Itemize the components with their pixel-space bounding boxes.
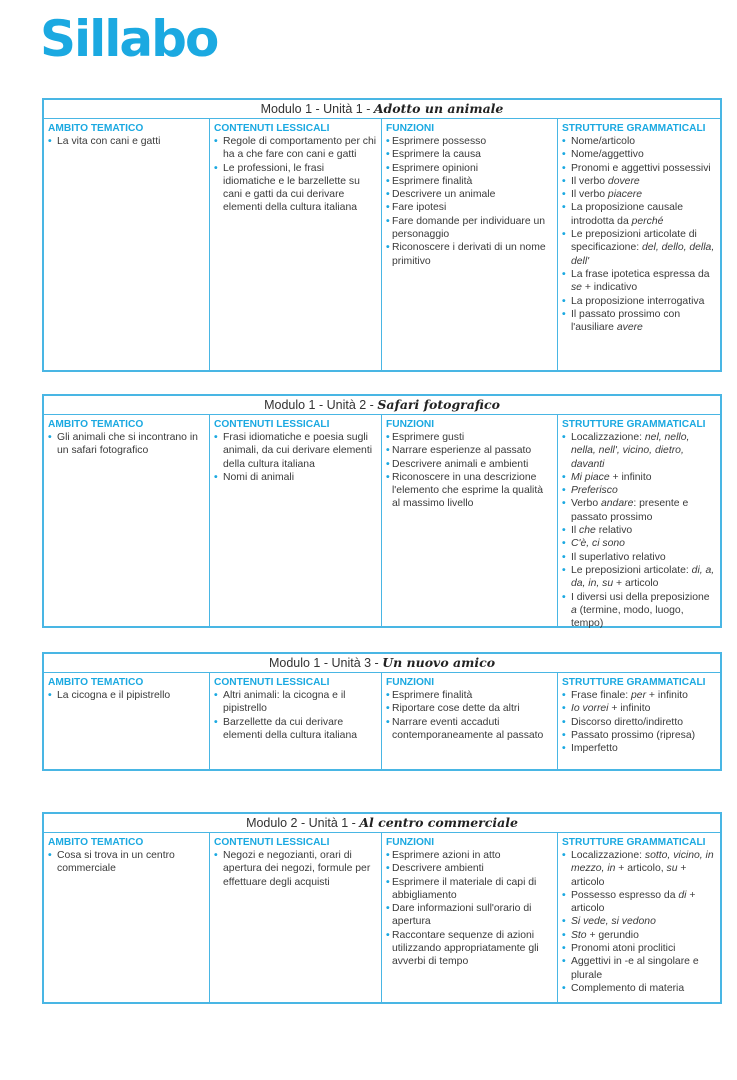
- unit-table: [42, 652, 722, 771]
- unit-name: Al centro commerciale: [359, 815, 518, 830]
- column-strutture: [558, 119, 720, 371]
- italic-term: a: [570, 604, 577, 616]
- list-item: • Esprimere opinioni: [386, 162, 554, 175]
- text-part: + infinito: [609, 471, 652, 483]
- italic-term: C'è, ci sono: [570, 538, 625, 550]
- unit-table: [42, 812, 722, 1004]
- text-part: Nome/aggettivo: [570, 149, 644, 161]
- column-contenuti: [210, 673, 382, 770]
- list-item: • Fare domande per individuare un personaggio: [386, 215, 554, 242]
- list-item: [562, 849, 717, 889]
- list-item: • Cosa si trova in un centro commerciale: [48, 849, 206, 876]
- list-item: • Le professioni, le frasi idiomatiche e le barzellette su cani e gatti da cui derivare elementi della cultura italiana: [214, 162, 378, 215]
- list-item: [562, 148, 717, 161]
- column-title-ambito: AMBITO TEMATICO: [48, 123, 144, 134]
- list-item: • Barzellette da cui derivare elementi della cultura italiana: [214, 716, 378, 743]
- text-part: I diversi usi della preposizione: [570, 591, 710, 603]
- list-item: [562, 591, 717, 631]
- column-list-funzioni: [386, 431, 554, 511]
- list-item: [562, 484, 717, 497]
- italic-term: per: [631, 690, 647, 701]
- list-item: [562, 982, 717, 995]
- list-item: • Esprimere gusti: [386, 431, 554, 444]
- text-part: Localizzazione:: [570, 432, 645, 443]
- text-part: Pronomi e aggettivi possessivi: [570, 162, 711, 174]
- unit-label: Modulo 1 - Unità 1 -: [260, 102, 374, 116]
- text-part: Verbo: [570, 498, 601, 510]
- list-item: • La cicogna e il pipistrello: [48, 689, 206, 702]
- column-contenuti: [210, 415, 382, 627]
- text-part: Pronomi atoni proclitici: [570, 943, 676, 955]
- column-title-strutture: STRUTTURE GRAMMATICALI: [561, 419, 706, 430]
- list-item: • Riportare cose dette da altri: [386, 702, 554, 715]
- page-title: Sillabo: [40, 10, 218, 68]
- list-item: • Esprimere finalità: [386, 175, 554, 188]
- list-item: • Esprimere il materiale di capi di abbigliamento: [386, 876, 554, 903]
- list-item: • Esprimere finalità: [386, 689, 554, 702]
- text-part: La proposizione causale introdotta da: [570, 202, 684, 227]
- text-part: (termine, modo, luogo, tempo): [570, 604, 684, 630]
- list-item: • Esprimere la causa: [386, 148, 554, 161]
- text-part: Complemento di materia: [570, 982, 685, 994]
- text-part: + articolo: [613, 578, 659, 590]
- column-ambito: [44, 415, 210, 627]
- list-item: [562, 431, 717, 471]
- list-item: • Dare informazioni sull'orario di apertura: [386, 902, 554, 929]
- italic-term: Mi piace: [570, 471, 610, 483]
- column-list-strutture: [562, 689, 717, 755]
- text-part: Imperfetto: [570, 743, 618, 755]
- list-item: [562, 201, 717, 228]
- unit-label: Modulo 1 - Unità 3 -: [268, 656, 383, 670]
- italic-term: su: [666, 863, 678, 875]
- column-list-ambito: [48, 135, 206, 148]
- list-item: • La vita con cani e gatti: [48, 135, 206, 148]
- list-item: • Raccontare sequenze di azioni utilizzando appropriatamente gli avverbi di tempo: [386, 929, 554, 969]
- column-list-contenuti: [214, 431, 378, 484]
- italic-term: se: [570, 282, 582, 294]
- text-part: Frase finale:: [570, 690, 632, 701]
- list-item: [562, 729, 717, 742]
- list-item: • Descrivere animali e ambienti: [386, 458, 554, 471]
- list-item: [562, 175, 717, 188]
- unit-header: [44, 814, 720, 833]
- list-item: • Negozi e negozianti, orari di apertura dei negozi, formule per effettuare degli acquisti: [214, 849, 378, 889]
- list-item: [562, 524, 717, 537]
- unit-header: [44, 396, 720, 415]
- text-part: Il verbo: [570, 175, 608, 187]
- italic-term: Preferisco: [570, 485, 618, 497]
- text-part: Il superlativo relativo: [570, 551, 666, 563]
- list-item: [562, 537, 717, 550]
- unit-name: Adotto un animale: [373, 101, 504, 116]
- list-item: [562, 162, 717, 175]
- list-item: [562, 742, 717, 755]
- text-part: Il: [570, 525, 580, 537]
- list-item: [562, 915, 717, 928]
- column-funzioni: [382, 415, 558, 627]
- italic-term: perché: [631, 215, 664, 227]
- italic-term: sotto, vicino, in mezzo, in: [570, 850, 714, 875]
- italic-term: avere: [616, 322, 643, 334]
- column-list-funzioni: [386, 135, 554, 268]
- text-part: La frase ipotetica espressa da: [570, 268, 710, 280]
- unit-columns: [44, 415, 720, 630]
- text-part: : presente e passato prossimo: [570, 498, 689, 523]
- list-item: • Esprimere azioni in atto: [386, 849, 554, 862]
- column-contenuti: [210, 833, 382, 1003]
- text-part: Aggettivi in -e al singolare e plurale: [570, 956, 699, 981]
- list-item: • Gli animali che si incontrano in un safari fotografico: [48, 431, 206, 458]
- column-title-funzioni: FUNZIONI: [386, 123, 435, 134]
- text-part: Nome/articolo: [570, 136, 636, 147]
- text-part: Discorso diretto/indiretto: [570, 716, 683, 728]
- column-title-ambito: AMBITO TEMATICO: [48, 677, 144, 688]
- column-title-funzioni: FUNZIONI: [386, 837, 435, 848]
- list-item: • Regole di comportamento per chi ha a che fare con cani e gatti: [214, 135, 378, 162]
- list-item: • Frasi idiomatiche e poesia sugli animali, da cui derivare elementi della cultura italiana: [214, 431, 378, 471]
- unit-columns: [44, 673, 720, 770]
- list-item: [562, 135, 717, 148]
- column-contenuti: [210, 119, 382, 371]
- italic-term: Io vorrei: [570, 703, 609, 715]
- unit-label: Modulo 2 - Unità 1 -: [246, 816, 360, 830]
- column-list-strutture: [562, 431, 717, 630]
- text-part: Passato prossimo (ripresa): [570, 729, 696, 741]
- text-part: relativo: [595, 525, 633, 537]
- column-list-ambito: [48, 431, 206, 458]
- italic-term: Si vede, si vedono: [570, 916, 656, 928]
- text-part: Localizzazione:: [570, 850, 645, 861]
- list-item: [562, 689, 717, 702]
- list-item: [562, 188, 717, 201]
- text-part: Il verbo: [570, 189, 608, 201]
- list-item: [562, 268, 717, 295]
- column-list-contenuti: [214, 849, 378, 889]
- list-item: [562, 889, 717, 916]
- list-item: [562, 955, 717, 982]
- column-title-ambito: AMBITO TEMATICO: [48, 419, 144, 430]
- list-item: [562, 228, 717, 268]
- column-title-strutture: STRUTTURE GRAMMATICALI: [561, 837, 706, 848]
- column-list-ambito: [48, 689, 206, 702]
- unit-columns: [44, 119, 720, 371]
- list-item: [562, 471, 717, 484]
- list-item: [562, 564, 717, 591]
- text-part: Possesso espresso da: [570, 889, 679, 901]
- text-part: Le preposizioni articolate:: [570, 564, 692, 576]
- column-list-strutture: [562, 849, 717, 995]
- text-part: + infinito: [608, 703, 651, 715]
- unit-name: Safari fotografico: [377, 397, 500, 412]
- list-item: [562, 716, 717, 729]
- text-part: + gerundio: [586, 929, 639, 941]
- column-title-funzioni: FUNZIONI: [386, 677, 435, 688]
- text-part: + articolo: [570, 863, 687, 888]
- column-list-funzioni: [386, 689, 554, 742]
- list-item: [562, 497, 717, 524]
- column-list-ambito: [48, 849, 206, 876]
- text-part: La proposizione interrogativa: [570, 295, 705, 307]
- italic-term: di, a, da, in, su: [570, 564, 715, 590]
- column-title-strutture: STRUTTURE GRAMMATICALI: [561, 677, 706, 688]
- list-item: [562, 702, 717, 715]
- italic-term: che: [579, 525, 596, 537]
- list-item: • Descrivere un animale: [386, 188, 554, 201]
- list-item: • Narrare eventi accaduti contemporaneamente al passato: [386, 716, 554, 743]
- column-title-strutture: STRUTTURE GRAMMATICALI: [561, 123, 706, 134]
- italic-term: del, dello, della, dell': [570, 242, 715, 267]
- text-part: + articolo,: [615, 863, 667, 875]
- unit-columns: [44, 833, 720, 1003]
- list-item: • Riconoscere i derivati di un nome primitivo: [386, 241, 554, 268]
- text-part: Il passato prossimo con l'ausiliare: [570, 308, 681, 334]
- column-strutture: [558, 415, 720, 630]
- list-item: • Narrare esperienze al passato: [386, 444, 554, 457]
- unit-table: [42, 98, 722, 372]
- text-part: Le preposizioni articolate di specificazione:: [570, 229, 697, 254]
- column-funzioni: [382, 673, 558, 770]
- column-strutture: [558, 673, 720, 770]
- column-ambito: [44, 833, 210, 1003]
- column-title-contenuti: CONTENUTI LESSICALI: [214, 677, 330, 688]
- list-item: • Descrivere ambienti: [386, 862, 554, 875]
- column-list-strutture: [562, 135, 717, 334]
- unit-label: Modulo 1 - Unità 2 -: [264, 398, 378, 412]
- unit-table: [42, 394, 722, 628]
- column-list-contenuti: [214, 135, 378, 215]
- text-part: + infinito: [646, 690, 688, 701]
- list-item: • Altri animali: la cicogna e il pipistrello: [214, 689, 378, 716]
- column-funzioni: [382, 119, 558, 371]
- column-ambito: [44, 673, 210, 770]
- list-item: • Riconoscere in una descrizione l'elemento che esprime la qualità al massimo livello: [386, 471, 554, 511]
- list-item: [562, 551, 717, 564]
- column-title-contenuti: CONTENUTI LESSICALI: [214, 123, 330, 134]
- column-title-funzioni: FUNZIONI: [386, 419, 435, 430]
- unit-header: [44, 654, 720, 673]
- list-item: [562, 295, 717, 308]
- list-item: • Esprimere possesso: [386, 135, 554, 148]
- column-funzioni: [382, 833, 558, 1003]
- list-item: [562, 308, 717, 335]
- list-item: [562, 929, 717, 942]
- list-item: [562, 942, 717, 955]
- column-list-funzioni: [386, 849, 554, 969]
- unit-name: Un nuovo amico: [382, 655, 496, 670]
- column-title-contenuti: CONTENUTI LESSICALI: [214, 837, 330, 848]
- column-ambito: [44, 119, 210, 371]
- column-title-ambito: AMBITO TEMATICO: [48, 837, 144, 848]
- text-part: + indicativo: [581, 282, 638, 294]
- list-item: • Nomi di animali: [214, 471, 378, 484]
- italic-term: Sto: [570, 929, 587, 941]
- italic-term: andare: [601, 498, 634, 510]
- unit-header: [44, 100, 720, 119]
- column-title-contenuti: CONTENUTI LESSICALI: [214, 419, 330, 430]
- italic-term: di: [678, 889, 687, 901]
- list-item: • Fare ipotesi: [386, 201, 554, 214]
- column-list-contenuti: [214, 689, 378, 742]
- italic-term: nel, nello, nella, nell', vicino, dietro, davanti: [570, 432, 690, 470]
- italic-term: dovere: [607, 175, 640, 187]
- text-part: + articolo: [570, 889, 696, 915]
- italic-term: piacere: [607, 189, 643, 201]
- column-strutture: [558, 833, 720, 1003]
